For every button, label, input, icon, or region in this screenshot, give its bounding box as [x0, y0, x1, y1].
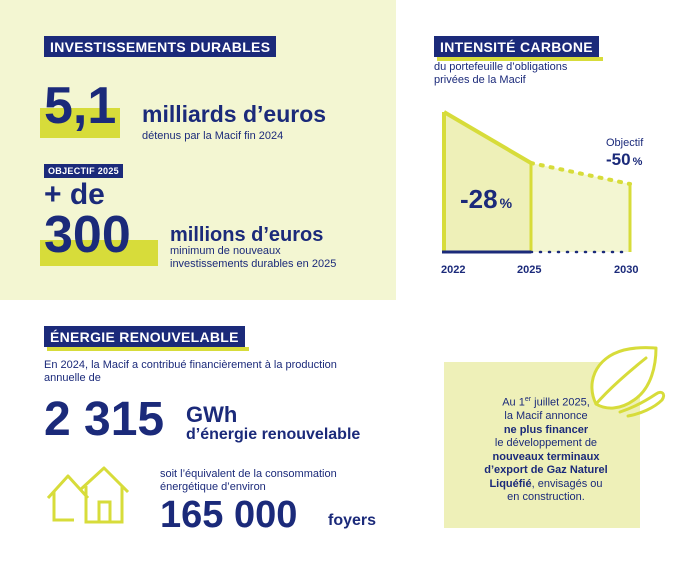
objectif-badge: OBJECTIF 2025	[44, 164, 123, 178]
target-area	[531, 163, 630, 252]
gwh-desc: d’énergie renouvelable	[186, 426, 361, 443]
energy-heading: ÉNERGIE RENOUVELABLE	[44, 326, 245, 347]
amount-desc: détenus par la Macif fin 2024	[142, 130, 284, 142]
objectif-value: -50 %	[606, 150, 643, 169]
gwh-unit: GWh	[186, 402, 238, 427]
target-unit: millions d’euros	[170, 224, 324, 246]
carbon-subtitle-2: privées de la Macif	[434, 74, 526, 86]
equiv-1: soit l’équivalent de la consommation	[160, 468, 337, 480]
equiv-2: énergétique d’environ	[160, 481, 266, 493]
foyers-unit: foyers	[328, 512, 377, 529]
reduction-area	[444, 112, 531, 252]
target-prefix: + de	[44, 178, 105, 211]
x-label-2030: 2030	[614, 264, 639, 276]
gnl-line-8: en construction.	[507, 491, 585, 504]
target-desc-1: minimum de nouveaux	[170, 245, 281, 257]
investments-heading: INVESTISSEMENTS DURABLES	[44, 36, 276, 57]
gnl-line-2: la Macif annonce	[504, 410, 588, 423]
energy-intro-1: En 2024, la Macif a contribué financièrement à la production	[44, 359, 337, 371]
x-label-2022: 2022	[441, 264, 466, 276]
gnl-line-4: le développement de	[494, 437, 598, 450]
gnl-line-5: nouveaux terminaux	[492, 450, 600, 463]
carbon-subtitle-1: du portefeuille d’obligations	[434, 61, 568, 73]
gnl-line-7: Liquéfié, envisagés ou	[489, 477, 603, 490]
target-desc-2: investissements durables en 2025	[170, 258, 337, 270]
houses-icon	[44, 462, 136, 528]
gnl-line-3: ne plus financer	[503, 423, 589, 436]
energy-intro-2: annuelle de	[44, 372, 101, 384]
objectif-label: Objectif	[606, 137, 644, 149]
carbon-heading: INTENSITÉ CARBONE	[434, 36, 599, 57]
target-value: 300	[44, 206, 131, 264]
reduction-value: -28 %	[460, 184, 513, 214]
gwh-value: 2 315	[44, 393, 165, 446]
gnl-line-6: d’export de Gaz Naturel	[484, 464, 608, 477]
gnl-text	[466, 393, 626, 505]
amount-value: 5,1	[44, 77, 117, 135]
amount-unit: milliards d’euros	[142, 101, 327, 127]
gnl-line-1: Au 1er juillet 2025,	[502, 396, 590, 409]
x-label-2025: 2025	[517, 264, 542, 276]
foyers-value: 165 000	[160, 494, 298, 536]
